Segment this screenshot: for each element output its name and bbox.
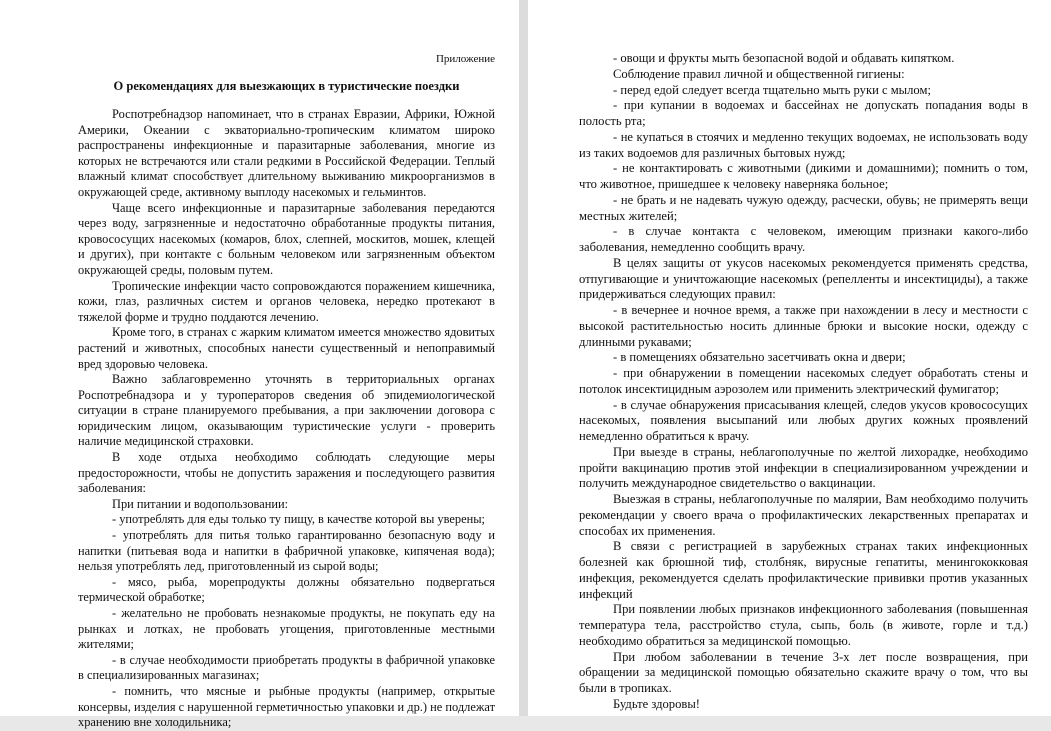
list-item: - в вечернее и ночное время, а также при нахождении в лесу и местности с высокой растительностью носить длинные брюки и высокие носки, одежду с длинными рукавами;	[579, 303, 1028, 349]
paragraph: Кроме того, в странах с жарким климатом имеется множество ядовитых растений и животных, способных нанести существенный и непоправимый вред здоровью человека.	[78, 325, 495, 371]
paragraph: Чаще всего инфекционные и паразитарные заболевания передаются через воду, загрязненные и недостаточно обработанные продукты питания, кровососущих насекомых (комаров, блох, слепней, москитов, мошек, клещей и других), при контакте с больным человеком или загрязненным объектом окружающей среды, половым путем.	[78, 200, 495, 277]
list-item: - не купаться в стоячих и медленно текущих водоемах, не использовать воду из таких водоемов для различных бытовых нужд;	[579, 129, 1028, 160]
paragraph: В целях защиты от укусов насекомых рекомендуется применять средства, отпугивающие и уничтожающие насекомых (репелленты и инсектициды), а также придерживаться следующих правил:	[579, 255, 1028, 302]
document-page-right	[528, 0, 1051, 716]
list-item: - овощи и фрукты мыть безопасной водой и обдавать кипятком.	[613, 51, 955, 65]
paragraph: В связи с регистрацией в зарубежных странах таких инфекционных болезней как брюшной тиф, столбняк, вирусные гепатиты, менингококковая инфекция, рекомендуется сделать профилактические прививки против указанных инфекций	[579, 539, 1028, 601]
list-item: - не контактировать с животными (дикими и домашними); помнить о том, что животное, пришедшее к человеку наверняка больное;	[579, 161, 1028, 191]
list-item: - при купании в водоемах и бассейнах не допускать попадания воды в полость рта;	[579, 98, 1028, 128]
list-item: - употреблять для еды только ту пищу, в качестве которой вы уверены;	[112, 512, 485, 527]
list-item: - в случае контакта с человеком, имеющим признаки какого-либо заболевания, немедленно сообщить врачу.	[579, 224, 1028, 254]
list-item: - мясо, рыба, морепродукты должны обязательно подвергаться термической обработке;	[78, 574, 495, 605]
list-item: - не брать и не надевать чужую одежду, расчески, обувь; не примерять вещи местных жителей;	[579, 192, 1028, 223]
section-heading: При питании и водопользовании:	[112, 496, 289, 511]
appendix-label: Приложение	[435, 53, 495, 65]
paragraph: При выезде в страны, неблагополучные по желтой лихорадке, необходимо пройти вакцинацию против этой инфекции в специализированном учреждении и получить международное свидетельство о вакцинации.	[579, 444, 1028, 491]
list-item: - помнить, что мясные и рыбные продукты (например, открытые консервы, изделия с нарушенной герметичностью упаковки и др.) не подлежат хранению вне холодильника;	[78, 683, 495, 730]
paragraph: Тропические инфекции часто сопровождаются поражением кишечника, кожи, глаз, различных систем и органов человека, нередко протекают в тяжелой форме и трудно поддаются лечению.	[78, 278, 495, 324]
list-item: - желательно не пробовать незнакомые продукты, не покупать еду на рынках и лотках, не пробовать угощения, приготовленные местными жителями;	[78, 606, 495, 652]
paragraph: При появлении любых признаков инфекционного заболевания (повышенная температура тела, расстройство стула, сыпь, боль (в животе, горле и т.д.) необходимо обратиться за медицинской помощью.	[579, 602, 1028, 648]
page-gap	[519, 0, 528, 716]
section-heading: Соблюдение правил личной и общественной гигиены:	[613, 66, 905, 81]
list-item: - в случае обнаружения присасывания клещей, следов укусов кровососущих насекомых, появления высыпаний или любых других кожных проявлений немедленно обратиться к врачу.	[579, 397, 1028, 443]
list-item: - перед едой следует всегда тщательно мыть руки с мылом;	[613, 82, 931, 97]
list-item: - в случае необходимости приобретать продукты в фабричной упаковке в специализированных магазинах;	[78, 652, 495, 683]
list-item: - в помещениях обязательно засетчивать окна и двери;	[613, 350, 906, 365]
closing-line: Будьте здоровы!	[613, 696, 700, 711]
paragraph: Роспотребнадзор напоминает, что в странах Евразии, Африки, Южной Америки, Океании с экваториально-тропическим климатом широко распространены инфекционные и паразитарные заболевания, многие из которых не встречаются или стали редкими в Российской Федерации. Теплый влажный климат способствует длительному выживанию микроорганизмов в окружающей среде, активному выплоду насекомых и гельминтов.	[78, 107, 495, 199]
paragraph: В ходе отдыха необходимо соблюдать следующие меры предосторожности, чтобы не допустить заражения и последующего развития заболевания:	[78, 450, 495, 496]
paragraph: При любом заболевании в течение 3-х лет после возвращения, при обращении за медицинской помощью обязательно скажите врачу о том, что вы были в тропиках.	[579, 649, 1028, 695]
paragraph: Важно заблаговременно уточнять в территориальных органах Роспотребнадзора и у туроператоров сведения об эпидемиологической ситуации в стране планируемого пребывания, а при заключении договора с юридическим лицом, оказывающим туристические услуги - проверить наличие медицинской страховки.	[78, 372, 495, 449]
document-title: О рекомендациях для выезжающих в туристические поездки	[113, 79, 460, 93]
paragraph: Выезжая в страны, неблагополучные по малярии, Вам необходимо получить рекомендации у своего врача о профилактических лекарственных препаратах и способах их применения.	[579, 492, 1028, 538]
list-item: - употреблять для питья только гарантированно безопасную воду и напитки (питьевая вода и напитки в фабричной упаковке, кипяченая вода); нельзя употреблять лед, приготовленный из сырой воды;	[78, 528, 495, 574]
list-item: - при обнаружении в помещении насекомых следует обработать стены и потолок инсектицидным аэрозолем или применить электрический фумигатор;	[579, 366, 1028, 396]
document-page-left	[0, 0, 519, 730]
